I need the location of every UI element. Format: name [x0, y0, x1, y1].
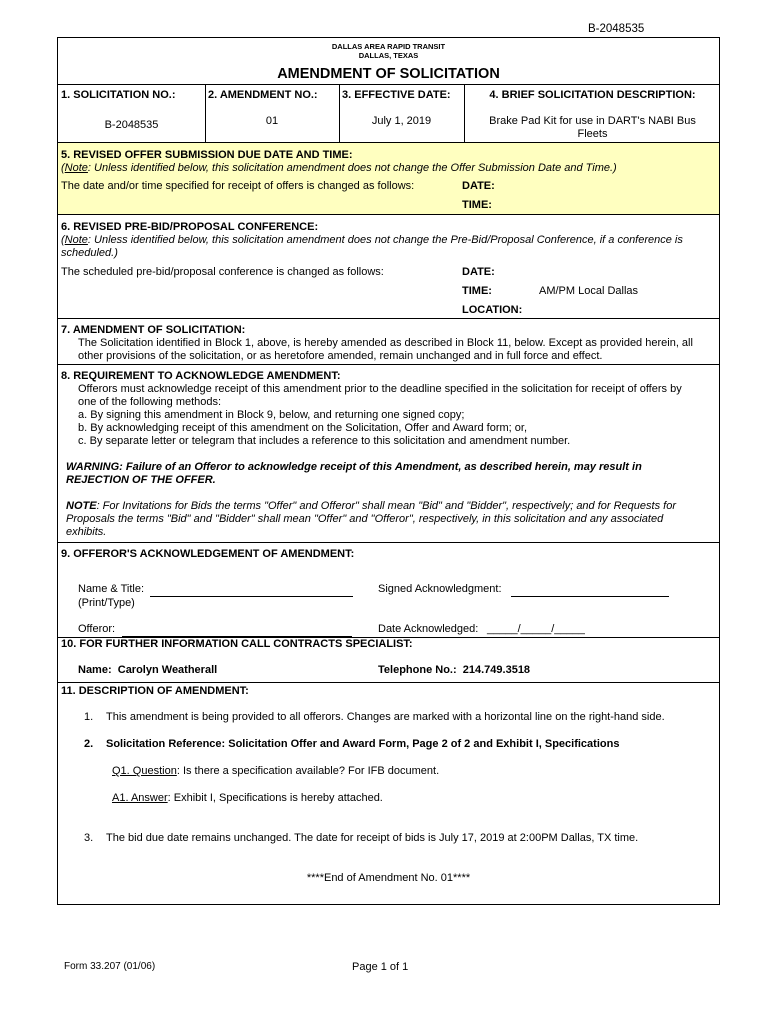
block-7	[58, 319, 719, 365]
item-1-text: This amendment is being provided to all offerors. Changes are marked with a horizontal line on the right-hand side.	[106, 711, 665, 723]
agency-name: DALLAS AREA RAPID TRANSIT	[331, 42, 446, 51]
block-6-time-label: TIME:	[462, 285, 492, 297]
print-type-label: (Print/Type)	[78, 597, 135, 609]
form-number: Form 33.207 (01/06)	[64, 961, 156, 972]
block-6-change-text: The scheduled pre-bid/proposal conference is changed as follows:	[61, 266, 384, 278]
block-8-note-line-1: NOTE: For Invitations for Bids the terms "Offer" and Offeror" shall mean "Bid" and "Bidder", respectively; and for Requests for	[66, 500, 676, 512]
block-6	[58, 215, 719, 319]
block-8-note-line-3: exhibits.	[66, 526, 107, 538]
block-6-heading: 6. REVISED PRE-BID/PROPOSAL CONFERENCE:	[61, 221, 319, 233]
offeror-field[interactable]	[122, 623, 352, 637]
block-6-time-value: AM/PM Local Dallas	[539, 285, 639, 297]
block-6-date-label: DATE:	[462, 266, 495, 278]
block-8	[58, 365, 719, 543]
block-7-line-2: other provisions of the solicitation, or as heretofore amended, remain unchanged and in full force and effect.	[78, 350, 603, 362]
name-title-label: Name & Title:	[78, 583, 145, 595]
block-8-item-a: a. By signing this amendment in Block 9, below, and returning one signed copy;	[78, 409, 465, 421]
block-9	[58, 543, 719, 638]
block-8-heading: 8. REQUIREMENT TO ACKNOWLEDGE AMENDMENT:	[61, 370, 341, 382]
block-5-note: (Note: Unless identified below, this solicitation amendment does not change the Offer Submission Date and Time.)	[61, 162, 617, 174]
block-5-change-text: The date and/or time specified for receipt of offers is changed as follows:	[61, 180, 415, 192]
block-5	[58, 143, 719, 215]
item-1-number: 1.	[84, 711, 94, 723]
description-line-1: Brake Pad Kit for use in DART's NABI Bus	[489, 115, 696, 127]
block-8-line-1: Offerors must acknowledge receipt of this amendment prior to the deadline specified in the solicitation for receipt of offers by	[78, 383, 682, 395]
page-title: AMENDMENT OF SOLICITATION	[277, 66, 500, 82]
block-8-line-2: one of the following methods:	[78, 396, 222, 408]
amendment-no-value: 01	[265, 115, 279, 127]
block-9-heading: 9. OFFEROR'S ACKNOWLEDGEMENT OF AMENDMENT:	[61, 548, 355, 560]
question-1: Q1. Question: Is there a specification available? For IFB document.	[112, 765, 440, 777]
solicitation-no-value: B-2048535	[104, 119, 159, 131]
signed-ack-field[interactable]	[511, 583, 669, 597]
offeror-label: Offeror:	[78, 623, 116, 635]
effective-date-label: 3. EFFECTIVE DATE:	[342, 89, 451, 101]
date-ack-field[interactable]: _____/_____/_____	[487, 623, 585, 635]
form-header	[58, 38, 719, 85]
block-10-heading: 10. FOR FURTHER INFORMATION CALL CONTRACTS SPECIALIST:	[61, 638, 413, 650]
item-3-number: 3.	[84, 832, 94, 844]
amendment-form	[57, 37, 720, 905]
block-7-heading: 7. AMENDMENT OF SOLICITATION:	[61, 324, 246, 336]
block-6-note-line-1: (Note: Unless identified below, this solicitation amendment does not change the Pre-Bid/Proposal Conference, if a conference is	[61, 234, 683, 246]
block-7-line-1: The Solicitation identified in Block 1, above, is hereby amended as described in Block 11, below. Except as provided herein, all	[78, 337, 693, 349]
block-10	[58, 638, 719, 683]
document-number: B-2048535	[588, 23, 645, 35]
specialist-name: Name: Carolyn Weatherall	[78, 664, 218, 676]
solicitation-no-label: 1. SOLICITATION NO.:	[61, 89, 176, 101]
block-8-item-c: c. By separate letter or telegram that includes a reference to this solicitation and amendment number.	[78, 435, 571, 447]
block-6-note-line-2: scheduled.)	[61, 247, 118, 259]
block-8-warning-line-1: WARNING: Failure of an Offeror to acknowledge receipt of this Amendment, as described herein, may result in	[66, 461, 642, 473]
block-5-date-label: DATE:	[462, 180, 495, 192]
item-3-text: The bid due date remains unchanged. The date for receipt of bids is July 17, 2019 at 2:00PM Dallas, TX time.	[106, 832, 639, 844]
agency-location: DALLAS, TEXAS	[358, 51, 419, 60]
block-6-location-label: LOCATION:	[462, 304, 523, 316]
block-11	[58, 683, 719, 906]
block-5-time-label: TIME:	[462, 199, 492, 211]
info-row	[58, 85, 719, 143]
item-2-text: Solicitation Reference: Solicitation Offer and Award Form, Page 2 of 2 and Exhibit I, Specifications	[106, 738, 620, 750]
block-5-heading: 5. REVISED OFFER SUBMISSION DUE DATE AND TIME:	[61, 149, 353, 161]
page-number: Page 1 of 1	[352, 961, 409, 973]
item-2-number: 2.	[84, 738, 94, 750]
effective-date-value: July 1, 2019	[371, 115, 432, 127]
block-8-note-line-2: Proposals the terms "Bid" and "Bidder" shall mean "Offer" and "Offeror", respectively, in this solicitation and any associated	[66, 513, 664, 525]
amendment-no-label: 2. AMENDMENT NO.:	[208, 89, 318, 101]
description-line-2: Fleets	[577, 128, 608, 140]
description-label: 4. BRIEF SOLICITATION DESCRIPTION:	[489, 89, 696, 101]
signed-ack-label: Signed Acknowledgment:	[378, 583, 502, 595]
answer-1: A1. Answer: Exhibit I, Specifications is hereby attached.	[112, 792, 383, 804]
name-title-field[interactable]	[150, 583, 353, 597]
specialist-phone: Telephone No.: 214.749.3518	[378, 664, 531, 676]
date-ack-label: Date Acknowledged:	[378, 623, 479, 635]
block-8-item-b: b. By acknowledging receipt of this amendment on the Solicitation, Offer and Award form; or,	[78, 422, 528, 434]
block-8-warning-line-2: REJECTION OF THE OFFER.	[66, 474, 216, 486]
block-11-heading: 11. DESCRIPTION OF AMENDMENT:	[61, 685, 249, 697]
end-of-amendment: ****End of Amendment No. 01****	[306, 872, 471, 884]
